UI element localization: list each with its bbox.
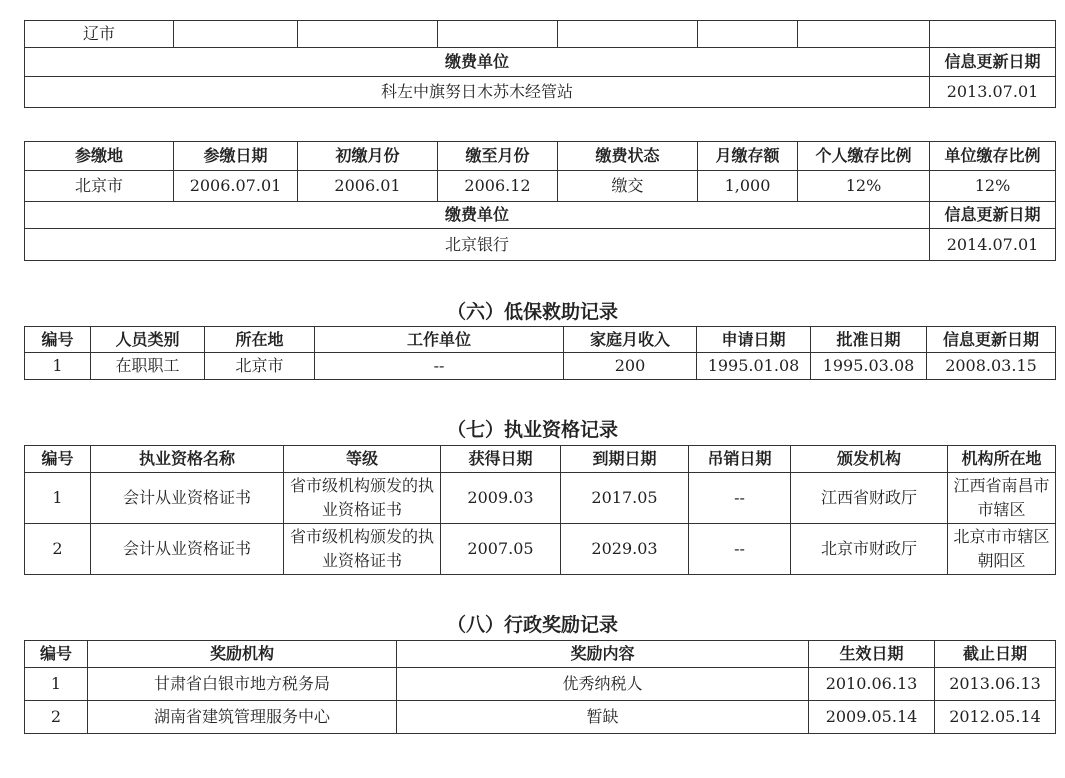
table-cell: 甘肃省白银市地方税务局 [88,668,397,701]
table-cell: 1995.03.08 [811,353,927,380]
table-cell: 12% [798,171,930,202]
unit-header: 缴费单位 [25,48,930,77]
table-cell: 2009.03 [441,473,561,524]
table-cell: -- [689,524,791,575]
column-header: 信息更新日期 [927,327,1056,353]
table-cell: -- [315,353,564,380]
table-cell: 1 [25,353,91,380]
column-header: 月缴存额 [698,142,798,171]
pension-record-table [24,20,1056,108]
table-row [25,171,1056,202]
column-header: 所在地 [205,327,315,353]
table-cell: 1 [25,668,88,701]
table-cell [930,21,1056,48]
column-header: 编号 [25,446,91,473]
table-header-row [25,446,1056,473]
unit-cell: 北京银行 [25,229,930,261]
table-row [25,77,1056,108]
column-header: 缴至月份 [438,142,558,171]
column-header: 编号 [25,641,88,668]
column-header: 参缴日期 [174,142,298,171]
awards-table [24,640,1056,734]
table-cell: 2 [25,524,91,575]
update-date-header: 信息更新日期 [930,202,1056,229]
table-header-row [25,327,1056,353]
table-cell: 湖南省建筑管理服务中心 [88,701,397,734]
table-row [25,21,1056,48]
table-cell: 2017.05 [561,473,689,524]
table-row [25,48,1056,77]
table-row [25,202,1056,229]
table-cell: 2010.06.13 [809,668,935,701]
section-title-awards: （八）行政奖励记录 [446,614,618,636]
table-cell: 省市级机构颁发的执业资格证书 [284,473,441,524]
column-header: 编号 [25,327,91,353]
column-header: 初缴月份 [298,142,438,171]
update-date-cell: 2013.07.01 [930,77,1056,108]
column-header: 截止日期 [935,641,1056,668]
table-cell: 12% [930,171,1056,202]
table-cell: 缴交 [558,171,698,202]
table-cell [558,21,698,48]
column-header: 到期日期 [561,446,689,473]
table-cell: -- [689,473,791,524]
column-header: 奖励机构 [88,641,397,668]
table-cell: 北京市 [25,171,174,202]
table-cell: 优秀纳税人 [397,668,809,701]
table-row [25,668,1056,701]
table-row [25,229,1056,261]
column-header: 个人缴存比例 [798,142,930,171]
table-row [25,353,1056,380]
table-cell: 北京市市辖区朝阳区 [948,524,1056,575]
column-header: 家庭月收入 [564,327,697,353]
column-header: 缴费状态 [558,142,698,171]
table-cell: 会计从业资格证书 [91,473,284,524]
table-cell: 1 [25,473,91,524]
table-cell: 1,000 [698,171,798,202]
column-header: 生效日期 [809,641,935,668]
subsistence-table [24,326,1056,380]
table-cell [438,21,558,48]
qualification-table [24,445,1056,575]
section-title-qualification: （七）执业资格记录 [446,419,618,441]
table-cell: 2006.12 [438,171,558,202]
column-header: 机构所在地 [948,446,1056,473]
table-cell [298,21,438,48]
table-cell: 2006.01 [298,171,438,202]
section-title-subsistence: （六）低保救助记录 [446,301,618,323]
table-header-row [25,142,1056,171]
column-header: 单位缴存比例 [930,142,1056,171]
table-row [25,701,1056,734]
fund-record-table [24,141,1056,261]
table-cell: 在职职工 [91,353,205,380]
table-cell: 2006.07.01 [174,171,298,202]
table-cell: 北京市财政厅 [791,524,948,575]
column-header: 人员类别 [91,327,205,353]
column-header: 奖励内容 [397,641,809,668]
table-cell: 1995.01.08 [697,353,811,380]
table-cell: 2008.03.15 [927,353,1056,380]
table-row [25,473,1056,524]
table-cell: 会计从业资格证书 [91,524,284,575]
table-cell: 北京市 [205,353,315,380]
column-header: 等级 [284,446,441,473]
table-cell: 200 [564,353,697,380]
update-date-cell: 2014.07.01 [930,229,1056,261]
column-header: 批准日期 [811,327,927,353]
column-header: 工作单位 [315,327,564,353]
table-cell: 辽市 [25,21,174,48]
table-cell [698,21,798,48]
table-cell [798,21,930,48]
table-cell: 2007.05 [441,524,561,575]
table-cell [174,21,298,48]
column-header: 执业资格名称 [91,446,284,473]
unit-header: 缴费单位 [25,202,930,229]
table-header-row [25,641,1056,668]
table-cell: 2 [25,701,88,734]
table-cell: 江西省财政厅 [791,473,948,524]
table-cell: 2009.05.14 [809,701,935,734]
table-cell: 2029.03 [561,524,689,575]
column-header: 获得日期 [441,446,561,473]
table-cell: 2013.06.13 [935,668,1056,701]
table-cell: 江西省南昌市市辖区 [948,473,1056,524]
unit-cell: 科左中旗努日木苏木经管站 [25,77,930,108]
column-header: 颁发机构 [791,446,948,473]
update-date-header: 信息更新日期 [930,48,1056,77]
table-cell: 2012.05.14 [935,701,1056,734]
table-row [25,524,1056,575]
column-header: 参缴地 [25,142,174,171]
column-header: 吊销日期 [689,446,791,473]
table-cell: 省市级机构颁发的执业资格证书 [284,524,441,575]
table-cell: 暂缺 [397,701,809,734]
column-header: 申请日期 [697,327,811,353]
